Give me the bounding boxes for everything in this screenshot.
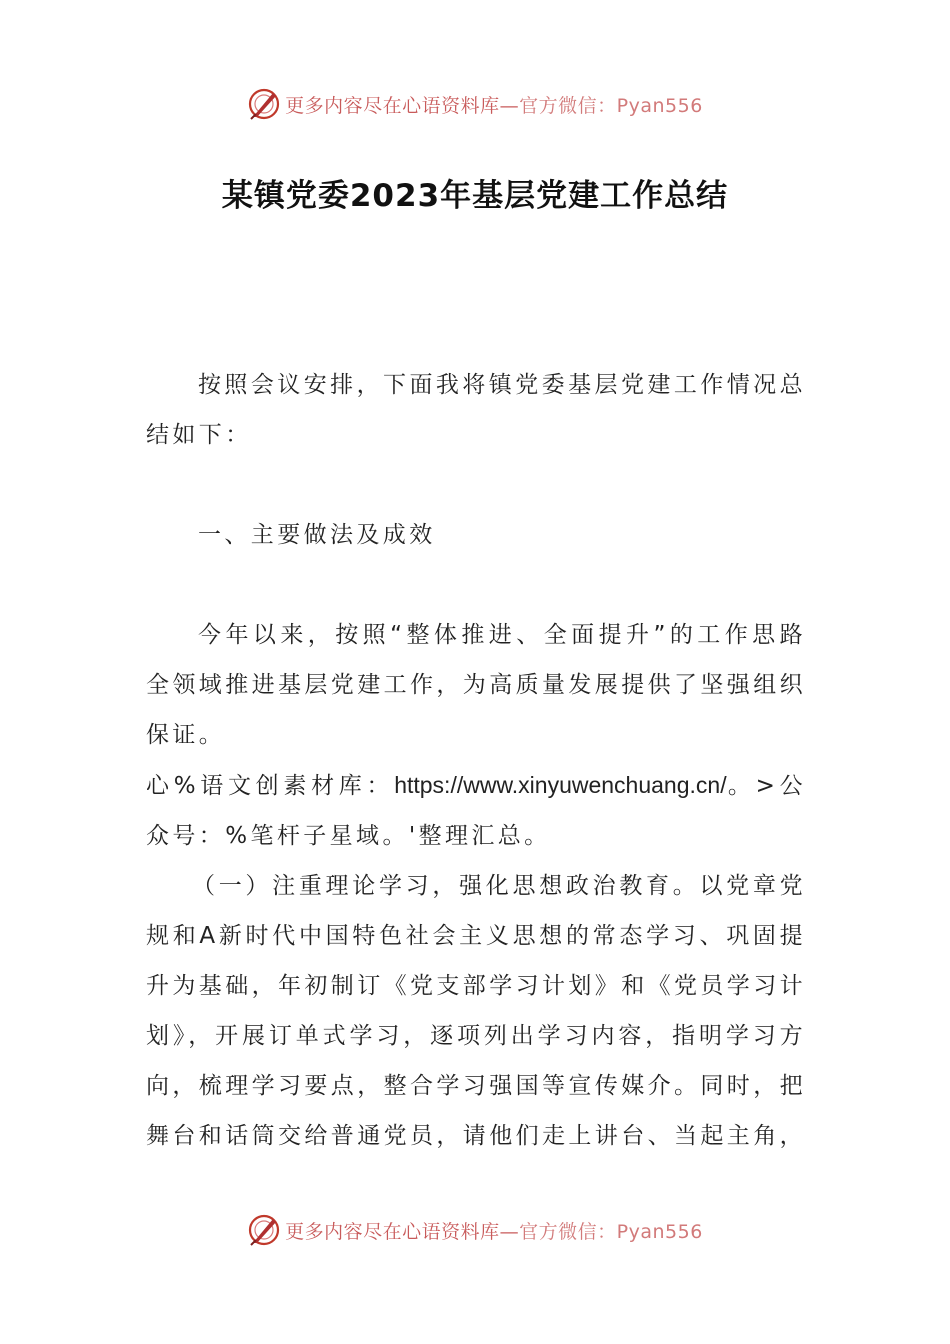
- footer-watermark-banner: [0, 1208, 950, 1252]
- section-heading: 一、主要做法及成效: [198, 522, 436, 548]
- section-intro-paragraph: 今年以来，按照“整体推进、全面提升”的工作思路全领域推进基层党建工作，为高质量发展提供了坚强组织保证。: [146, 622, 806, 748]
- item-one-paragraph: （一）注重理论学习，强化思想政治教育。以党章党规和A新时代中国特色社会主义思想的常态学习、巩固提升为基础，年初制订《党支部学习计划》和《党员学习计划》，开展订单式学习，逐项列出学习内容，指明学习方向，梳理学习要点，整合学习强国等宣传媒介。同时，把舞台和话筒交给普通党员，请他们走上讲台、当起主角，: [146, 873, 806, 1149]
- document-body: [146, 360, 806, 1161]
- quill-logo-icon: [247, 1213, 281, 1247]
- document-title: 某镇党委2023年基层党建工作总结: [221, 178, 729, 214]
- quill-logo-icon: [247, 87, 281, 121]
- source-note-paragraph: 心%语文创素材库：https://www.xinyuwenchuang.cn/。>公众号：%笔杆子星域。'整理汇总。: [146, 772, 806, 849]
- header-banner-text: 更多内容尽在心语资料库—官方微信：Pyan556: [285, 94, 703, 117]
- intro-paragraph: 按照会议安排，下面我将镇党委基层党建工作情况总结如下：: [146, 372, 806, 448]
- header-watermark-banner: [0, 82, 950, 126]
- footer-banner-text: 更多内容尽在心语资料库—官方微信：Pyan556: [285, 1220, 703, 1243]
- source-url-link: https://www.xinyuwenchuang.cn/: [394, 772, 727, 798]
- footer-wechat-label: 官方微信：Pyan556: [519, 1220, 703, 1243]
- header-wechat-label: 官方微信：Pyan556: [519, 94, 703, 117]
